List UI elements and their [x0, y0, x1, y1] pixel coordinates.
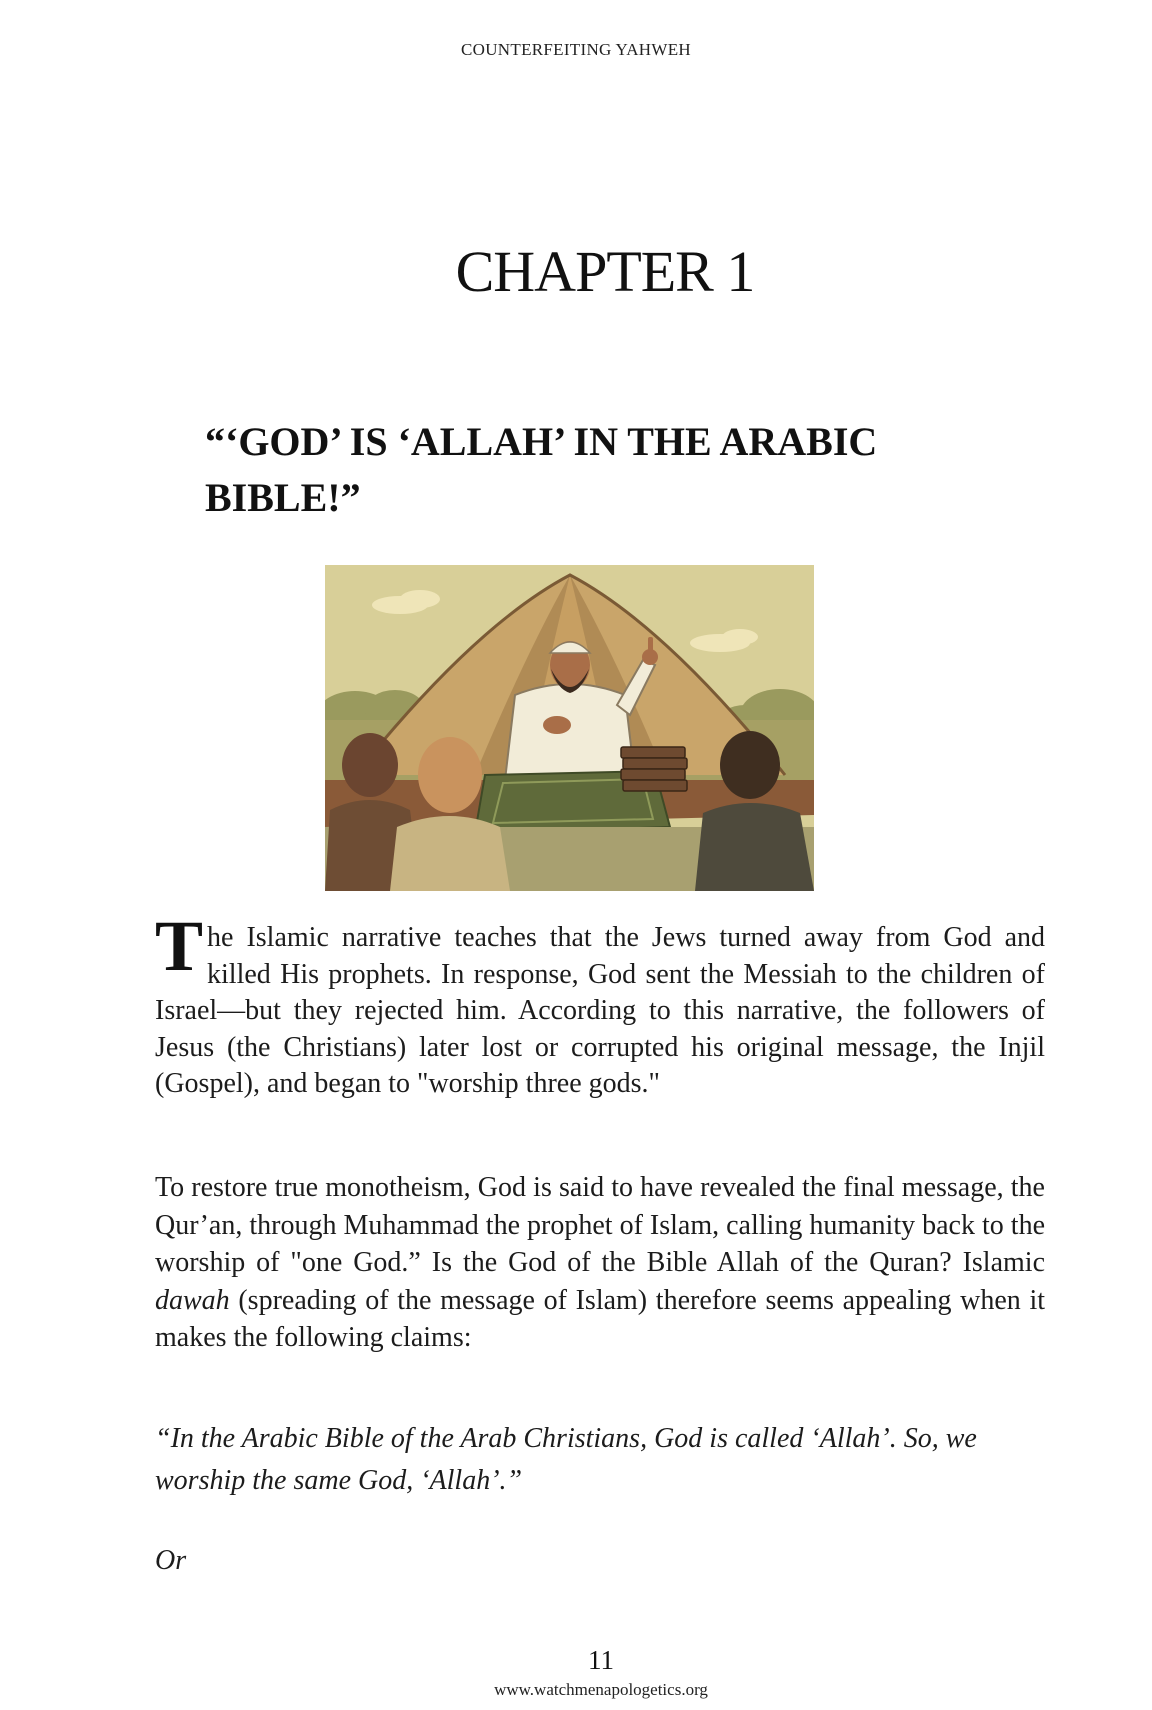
paragraph-monotheism-text-a: To restore true monotheism, God is said to have revealed the final message, the Qur’an, through Muhammad the prophet of Islam, calling humanity back to the worship of "one God.” Is the God of the Bible Allah of the Quran? Islamic [155, 1172, 1045, 1278]
drop-cap: T [155, 906, 204, 986]
page-number: 11 [588, 1645, 614, 1675]
paragraph-monotheism [155, 1169, 1045, 1357]
chapter-subtitle-line2: BIBLE!” [205, 475, 361, 520]
dawah-term: dawah [155, 1284, 230, 1316]
illustration-preacher-in-tent [325, 565, 814, 891]
claim-quote: “In the Arabic Bible of the Arab Christians, God is called ‘Allah’. So, we worship the same God, ‘Allah’.” [155, 1423, 977, 1496]
chapter-subtitle-line1: “‘GOD’ IS ‘ALLAH’ IN THE ARABIC [205, 419, 878, 464]
footer-url: www.watchmenapologetics.org [494, 1680, 708, 1699]
paragraph-intro [155, 906, 1045, 1103]
or-line: Or [155, 1545, 187, 1576]
paragraph-intro-text: he Islamic narrative teaches that the Jews turned away from God and killed His prophets. In response, God sent the Messiah to the children of Israel—but they rejected him. According to this narrative, the followers of Jesus (the Christians) later lost or corrupted his original message, the Injil (Gospel), and began to "worship three gods." [155, 922, 1045, 1099]
chapter-subtitle [205, 414, 965, 526]
running-header: COUNTERFEITING YAHWEH [461, 40, 691, 59]
chapter-title: CHAPTER 1 [455, 239, 755, 304]
paragraph-monotheism-text-b: (spreading of the message of Islam) therefore seems appealing when it makes the following claims: [155, 1284, 1045, 1353]
